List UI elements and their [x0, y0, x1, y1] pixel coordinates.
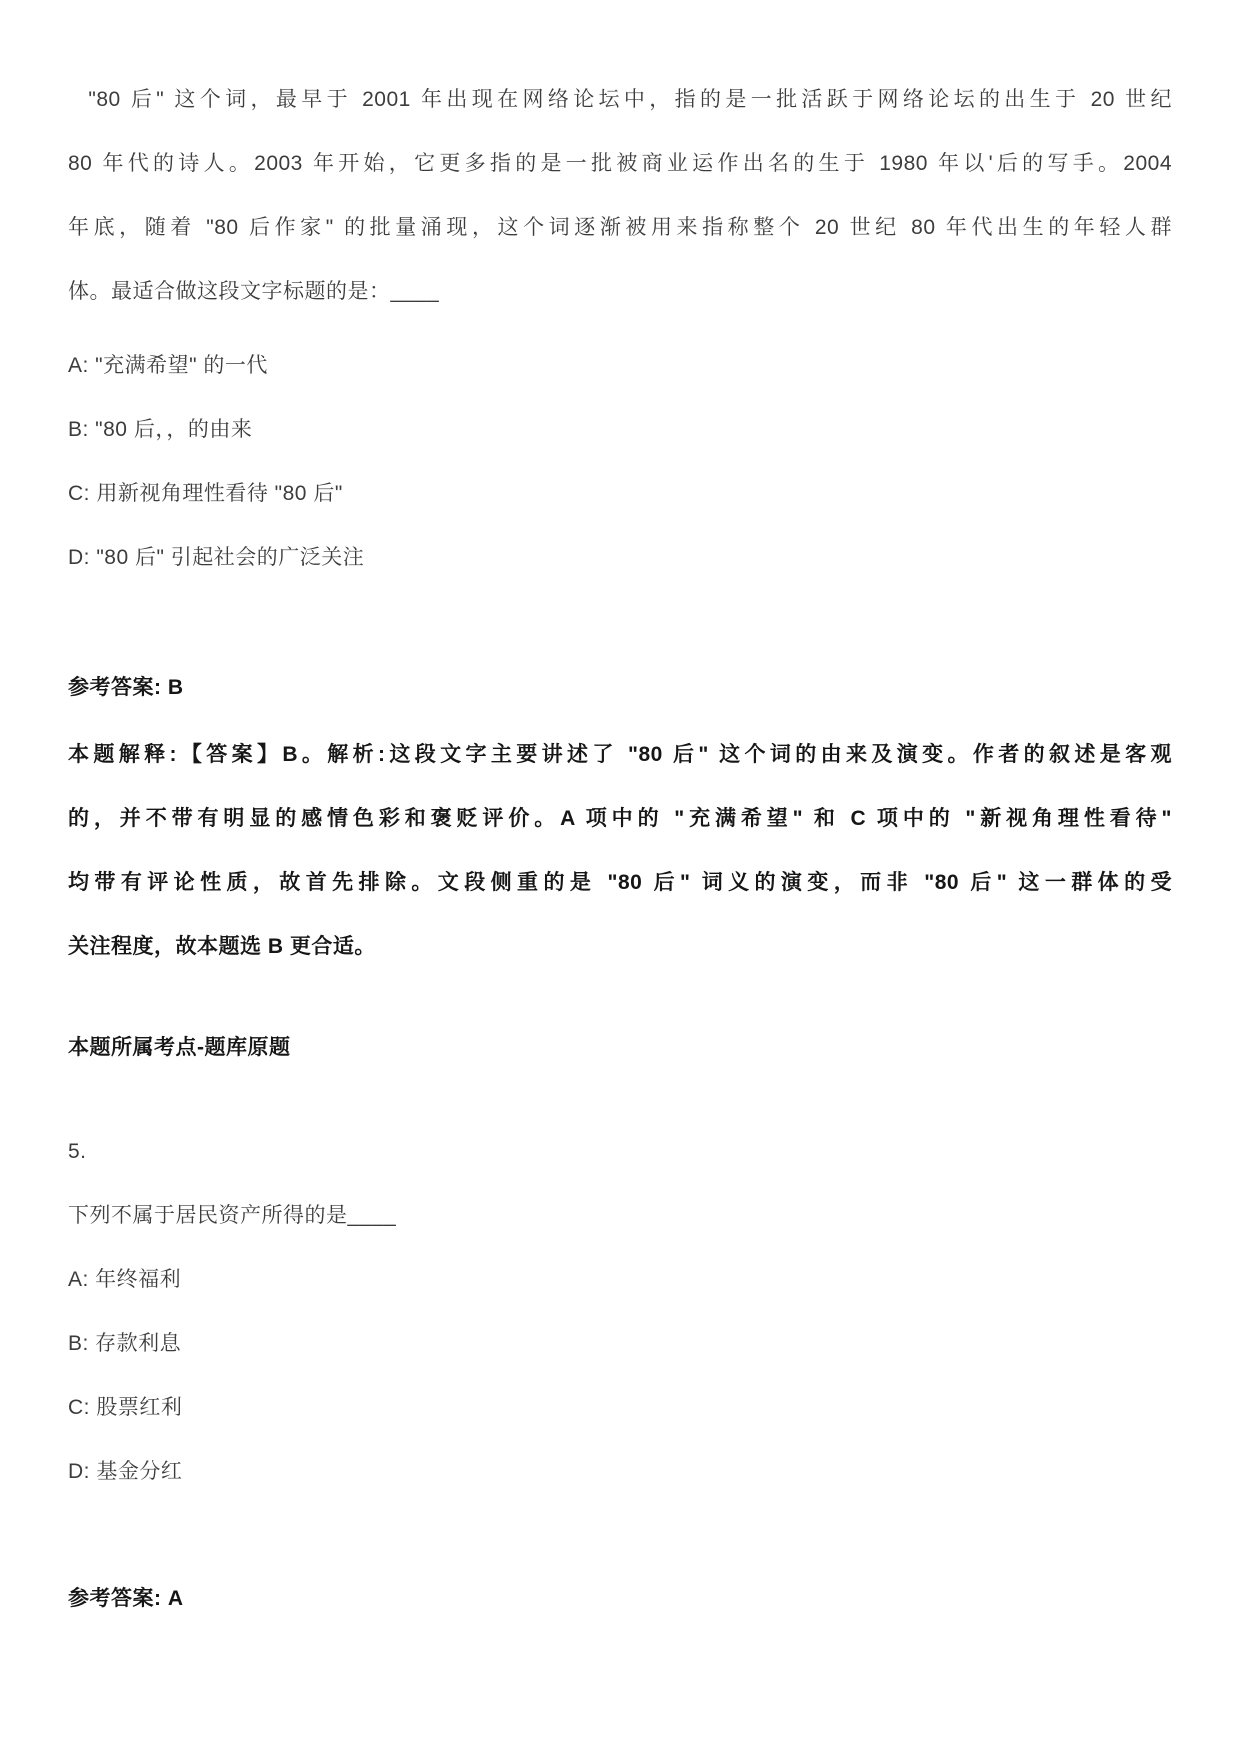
question5-option-c: C: 股票红利	[68, 1396, 183, 1419]
question4-option-c: C: 用新视角理性看待 "80 后"	[68, 482, 343, 505]
question4-reference-answer: 参考答案: B	[68, 676, 184, 699]
question5-option-b: B: 存款利息	[68, 1332, 182, 1355]
explanation-line: 关注程度，故本题选 B 更合适。	[68, 935, 376, 958]
question4-passage	[68, 68, 1172, 324]
question5-reference-answer: 参考答案: A	[68, 1587, 184, 1610]
passage-line: 体。最适合做这段文字标题的是：____	[68, 280, 440, 303]
explanation-line: 本题解释:【答案】B。解析:这段文字主要讲述了 "80 后" 这个词的由来及演变。作者的叙述是客观	[68, 743, 1172, 766]
passage-line: 年底，随着 "80 后作家" 的批量涌现，这个词逐渐被用来指称整个 20 世纪 80 年代出生的年轻人群	[68, 216, 1172, 239]
explanation-line: 的，并不带有明显的感情色彩和褒贬评价。A 项中的 "充满希望" 和 C 项中的 "新视角理性看待"	[68, 807, 1172, 830]
question5-option-a: A: 年终福利	[68, 1268, 182, 1291]
question4-topic-heading: 本题所属考点-题库原题	[68, 1036, 291, 1059]
passage-line: "80 后" 这个词，最早于 2001 年出现在网络论坛中，指的是一批活跃于网络论坛的出生于 20 世纪	[68, 88, 1172, 111]
question4-explanation	[68, 723, 1172, 979]
passage-line: 80 年代的诗人。2003 年开始，它更多指的是一批被商业运作出名的生于 1980 年以'后的写手。2004	[68, 152, 1172, 175]
question5-options	[68, 1248, 1172, 1504]
question5-number: 5.	[68, 1140, 87, 1163]
question5-option-d: D: 基金分红	[68, 1460, 183, 1483]
explanation-line: 均带有评论性质，故首先排除。文段侧重的是 "80 后" 词义的演变，而非 "80 后" 这一群体的受	[68, 871, 1172, 894]
question4-options	[68, 334, 1172, 590]
question4-option-a: A: "充满希望" 的一代	[68, 354, 268, 377]
question4-option-d: D: "80 后" 引起社会的广泛关注	[68, 546, 365, 569]
question-4-section	[68, 68, 1172, 1080]
question-5-section	[68, 1120, 1172, 1631]
question5-stem: 下列不属于居民资产所得的是____	[68, 1204, 397, 1227]
question4-option-b: B: "80 后，，的由来	[68, 418, 253, 441]
